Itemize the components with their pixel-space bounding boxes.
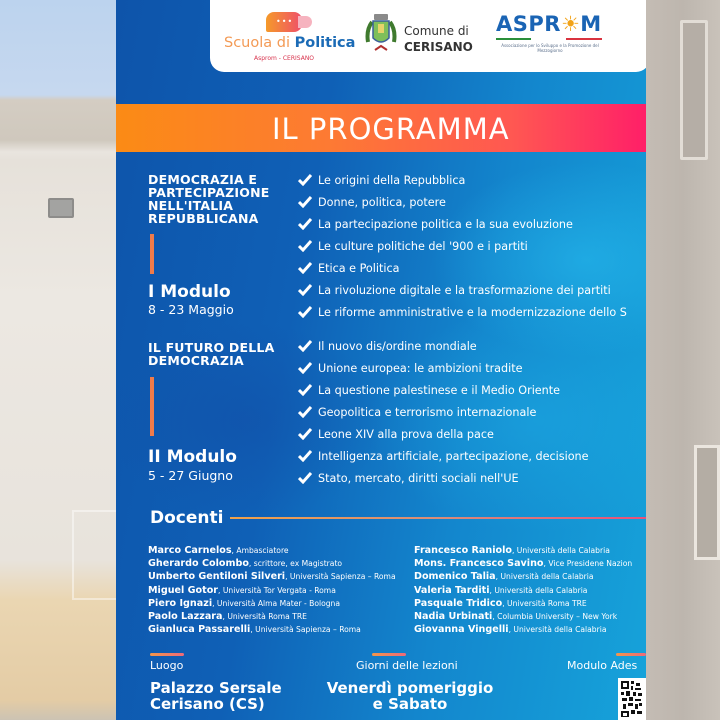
check-icon (298, 362, 312, 374)
docente-item: Francesco Raniolo, Università della Calabria (414, 545, 610, 556)
docente-item: Marco Carnelos, Ambasciatore (148, 545, 289, 556)
asprom-subtitle: Associazione per lo Sviluppo e la Promozione del Mezzogiorno (501, 43, 599, 53)
check-icon (298, 384, 312, 396)
logo-card (210, 0, 646, 72)
check-icon (298, 306, 312, 318)
check-icon (298, 284, 312, 296)
docente-item: Nadia Urbinati, Columbia University – New York (414, 610, 618, 622)
crest-icon (364, 12, 398, 60)
module-1-topic-list (298, 169, 627, 323)
docente-item: Giovanna Vingelli, Università della Calabria (414, 624, 607, 636)
check-icon (298, 428, 312, 440)
topic-item: Unione europea: le ambizioni tradite (298, 357, 589, 379)
tricolor-rule (496, 38, 602, 40)
scuola-subtitle: Asprom - CERISANO (254, 55, 315, 62)
topic-item: La rivoluzione digitale e la trasformazione dei partiti (298, 279, 627, 301)
check-icon (298, 218, 312, 230)
asprom-name-b: M (580, 12, 602, 36)
docente-item: Pasquale Tridico, Università Roma TRE (414, 597, 587, 609)
luogo-value: Palazzo Sersale Cerisano (CS) (150, 679, 282, 713)
check-icon (298, 240, 312, 252)
check-icon (298, 262, 312, 274)
topic-item: Leone XIV alla prova della pace (298, 423, 589, 445)
topic-item: La questione palestinese e il Medio Oriente (298, 379, 589, 401)
page-title: IL PROGRAMMA (272, 112, 510, 146)
program-poster (116, 0, 646, 720)
docenti-heading: Docenti (150, 508, 224, 528)
topic-item: Il nuovo dis/ordine mondiale (298, 335, 589, 357)
comune-label: Comune di (404, 24, 469, 38)
module-1-accent-bar (150, 234, 154, 274)
docente-item: Paolo Lazzara, Università Roma TRE (148, 610, 307, 622)
window-upper (680, 20, 708, 160)
check-icon (298, 450, 312, 462)
luogo-accent (150, 653, 184, 656)
docenti-list-left (148, 538, 396, 636)
docente-item: Domenico Talia, Università della Calabria (414, 571, 594, 583)
qr-code-icon[interactable] (618, 678, 646, 720)
docente-item: Valeria Tarditi, Università della Calabria (414, 584, 588, 596)
stone-doorway (72, 510, 116, 600)
speech-bubble-icon: ••• (266, 12, 302, 32)
giorni-label: Giorni delle lezioni (356, 659, 458, 672)
giorni-value: Venerdì pomeriggio e Sabato (326, 679, 494, 713)
docente-item: Mons. Francesco Savino, Vice Presidene Nazion (414, 558, 633, 570)
module-2-accent-bar (150, 377, 154, 436)
docente-item: Piero Ignazi, Università Alma Mater - Bologna (148, 597, 341, 609)
module-2-topic-list (298, 335, 589, 489)
topic-item: Le origini della Repubblica (298, 169, 627, 191)
check-icon (298, 174, 312, 186)
qr-pattern (621, 681, 643, 717)
check-icon (298, 340, 312, 352)
module-2-theme: IL FUTURO DELLA DEMOCRAZIA (148, 340, 275, 368)
docente-item: Miguel Gotor, Università Tor Vergata - Roma (148, 584, 336, 596)
topic-item: Intelligenza artificiale, partecipazione, decisione (298, 445, 589, 467)
module-1-name: I Modulo (148, 282, 231, 302)
docenti-rule (230, 517, 646, 519)
modulo-accent (616, 653, 646, 656)
logo-scuola-di-politica (224, 8, 356, 66)
topic-item: Stato, mercato, diritti sociali nell'UE (298, 467, 589, 489)
docenti-list-right (414, 538, 633, 636)
logo-asprom (496, 12, 606, 64)
topic-item: Le culture politiche del '900 e i partiti (298, 235, 627, 257)
topic-item: Geopolitica e terrorismo internazionale (298, 401, 589, 423)
luogo-label: Luogo (150, 659, 184, 672)
docente-item: Umberto Gentiloni Silveri, Università Sapienza – Roma (148, 571, 396, 583)
module-2-dates: 5 - 27 Giugno (148, 468, 233, 483)
docente-item: Gianluca Passarelli, Università Sapienza – Roma (148, 624, 361, 636)
asprom-name-a: ASPR (496, 12, 561, 36)
scuola-name-light: Scuola di (224, 35, 295, 51)
module-1-dates: 8 - 23 Maggio (148, 302, 234, 317)
scuola-name-bold: Politica (294, 35, 356, 51)
topic-item: Le riforme amministrative e la modernizzazione dello S (298, 301, 627, 323)
topic-item: La partecipazione politica e la sua evoluzione (298, 213, 627, 235)
comune-name: CERISANO (404, 40, 473, 54)
wall-lamp (48, 198, 74, 218)
module-1-theme: DEMOCRAZIA E PARTECIPAZIONE NELL'ITALIA REPUBBLICANA (148, 172, 270, 226)
background-building-left (0, 0, 116, 720)
window-lower (694, 445, 720, 560)
check-icon (298, 472, 312, 484)
check-icon (298, 406, 312, 418)
modulo-label: Modulo Ades (567, 659, 638, 672)
logo-comune-cerisano (364, 10, 474, 64)
topic-item: Donne, politica, potere (298, 191, 627, 213)
topic-item: Etica e Politica (298, 257, 627, 279)
docente-item: Gherardo Colombo, scrittore, ex Magistrato (148, 558, 343, 570)
giorni-accent (372, 653, 406, 656)
sun-icon: ☀ (560, 12, 581, 36)
title-band (116, 104, 646, 152)
background-building-right (646, 0, 720, 720)
check-icon (298, 196, 312, 208)
module-2-name: II Modulo (148, 447, 237, 467)
